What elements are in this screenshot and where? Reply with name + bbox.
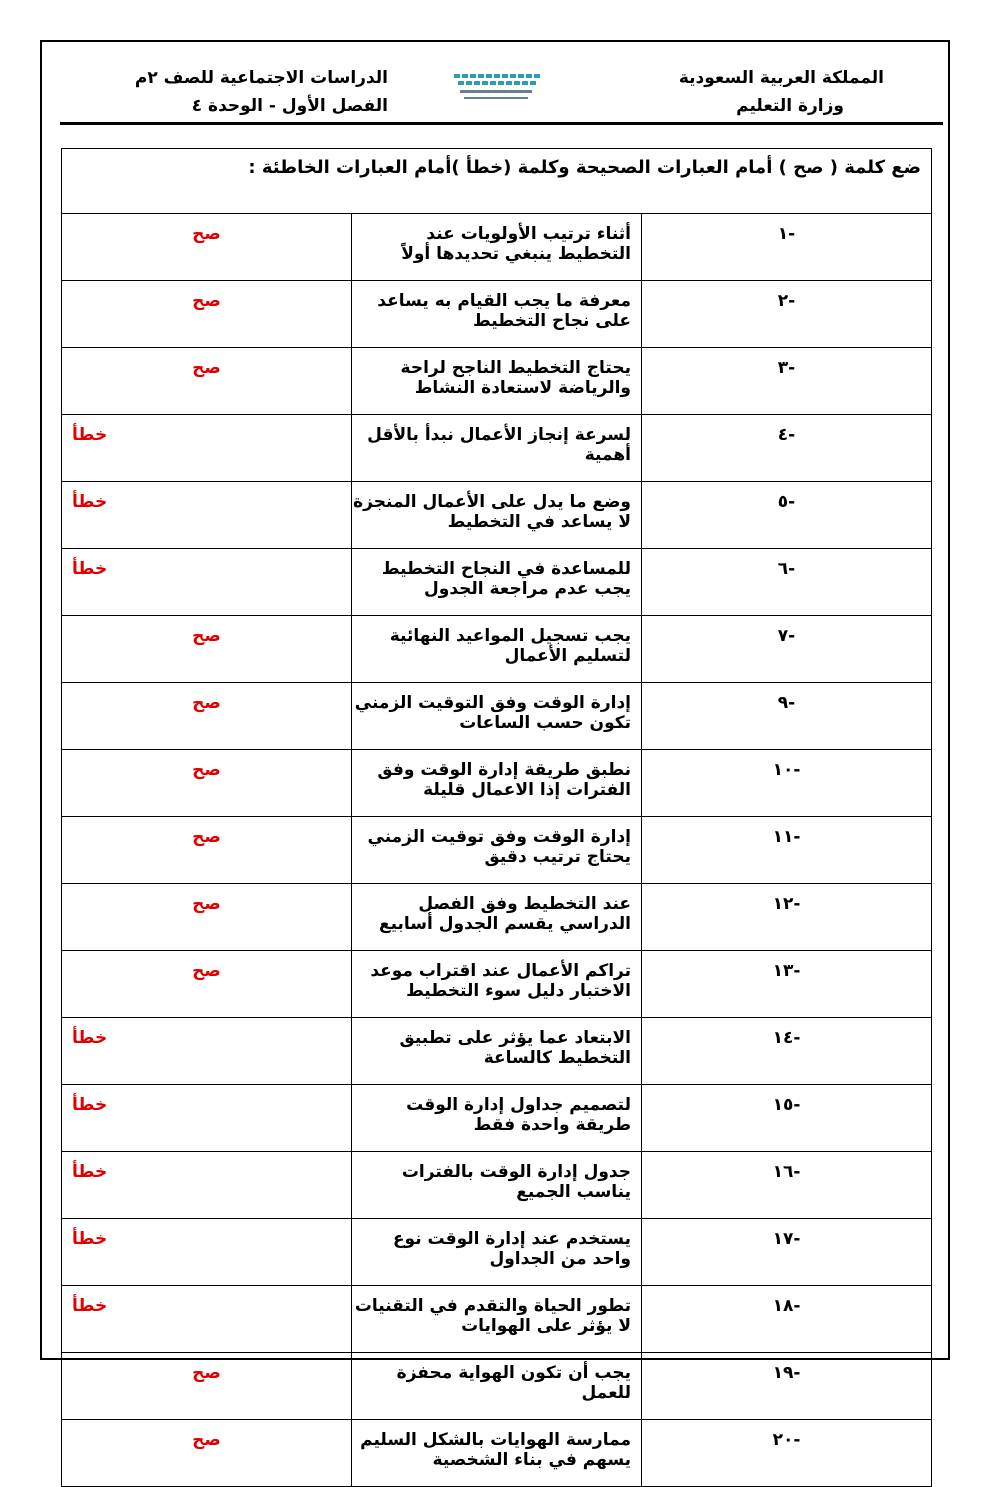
- item-number: -٢٠: [642, 1420, 932, 1487]
- item-statement: لسرعة إنجاز الأعمال نبدأ بالأقل أهمية: [352, 415, 642, 482]
- item-answer: صح: [62, 616, 352, 683]
- item-answer: صح: [62, 281, 352, 348]
- table-row: [62, 951, 932, 1018]
- item-statement: معرفة ما يجب القيام به يساعد على نجاح التخطيط: [352, 281, 642, 348]
- table-row: [62, 750, 932, 817]
- table-row: [62, 817, 932, 884]
- item-answer: خطأ: [62, 415, 352, 482]
- item-answer: خطأ: [62, 482, 352, 549]
- item-statement: يستخدم عند إدارة الوقت نوع واحد من الجداول: [352, 1219, 642, 1286]
- item-number: -١٧: [642, 1219, 932, 1286]
- item-number: -١٤: [642, 1018, 932, 1085]
- table-row: [62, 683, 932, 750]
- item-answer: صح: [62, 884, 352, 951]
- term-unit: الفصل الأول - الوحدة ٤: [191, 96, 388, 116]
- table-row: [62, 549, 932, 616]
- item-answer: خطأ: [62, 1085, 352, 1152]
- item-statement: إدارة الوقت وفق التوقيت الزمني تكون حسب الساعات: [352, 683, 642, 750]
- instructions: ضع كلمة ( صح ) أمام العبارات الصحيحة وكلمة (خطأ )أمام العبارات الخاطئة :: [62, 149, 932, 214]
- item-number: -٩: [642, 683, 932, 750]
- item-number: -١٦: [642, 1152, 932, 1219]
- item-number: -٣: [642, 348, 932, 415]
- item-answer: صح: [62, 951, 352, 1018]
- table-row: [62, 884, 932, 951]
- header-left: [88, 64, 388, 120]
- item-number: -١٠: [642, 750, 932, 817]
- table-row: [62, 281, 932, 348]
- item-statement: يجب أن تكون الهواية محفزة للعمل: [352, 1353, 642, 1420]
- table-row: [62, 1085, 932, 1152]
- item-number: -١: [642, 214, 932, 281]
- item-answer: صح: [62, 750, 352, 817]
- header-right: [624, 64, 884, 120]
- table-row: [62, 1286, 932, 1353]
- item-statement: إدارة الوقت وفق توقيت الزمني يحتاج ترتيب دقيق: [352, 817, 642, 884]
- header-divider: [60, 122, 943, 125]
- item-number: -١٥: [642, 1085, 932, 1152]
- item-number: -١٣: [642, 951, 932, 1018]
- item-statement: عند التخطيط وفق الفصل الدراسي يقسم الجدول أسابيع: [352, 884, 642, 951]
- item-statement: يحتاج التخطيط الناجح لراحة والرياضة لاستعادة النشاط: [352, 348, 642, 415]
- table-row: [62, 214, 932, 281]
- item-number: -٢: [642, 281, 932, 348]
- item-statement: تراكم الأعمال عند اقتراب موعد الاختبار دليل سوء التخطيط: [352, 951, 642, 1018]
- item-statement: أثناء ترتيب الأولويات عند التخطيط ينبغي تحديدها أولاً: [352, 214, 642, 281]
- item-number: -١٨: [642, 1286, 932, 1353]
- country-name: المملكة العربية السعودية: [678, 68, 884, 88]
- item-answer: صح: [62, 1353, 352, 1420]
- item-answer: خطأ: [62, 1286, 352, 1353]
- item-number: -٧: [642, 616, 932, 683]
- item-answer: صح: [62, 1420, 352, 1487]
- item-answer: خطأ: [62, 1152, 352, 1219]
- item-statement: يجب تسجيل المواعيد النهائية لتسليم الأعمال: [352, 616, 642, 683]
- item-answer: خطأ: [62, 549, 352, 616]
- item-number: -٦: [642, 549, 932, 616]
- table-row: [62, 1018, 932, 1085]
- item-answer: صح: [62, 683, 352, 750]
- item-answer: خطأ: [62, 1018, 352, 1085]
- item-number: -٥: [642, 482, 932, 549]
- item-answer: خطأ: [62, 1219, 352, 1286]
- table-row: [62, 1420, 932, 1487]
- true-false-table: [61, 148, 932, 1487]
- ministry-of-education-logo: [452, 70, 542, 114]
- item-statement: وضع ما يدل على الأعمال المنجزة لا يساعد في التخطيط: [352, 482, 642, 549]
- ministry-name: وزارة التعليم: [736, 96, 844, 116]
- table-row: [62, 1353, 932, 1420]
- table-row: [62, 348, 932, 415]
- item-answer: صح: [62, 817, 352, 884]
- item-answer: صح: [62, 214, 352, 281]
- table-row: [62, 616, 932, 683]
- item-statement: للمساعدة في النجاح التخطيط يجب عدم مراجعة الجدول: [352, 549, 642, 616]
- item-number: -١٩: [642, 1353, 932, 1420]
- item-statement: نطبق طريقة إدارة الوقت وفق الفترات إذا الاعمال قليلة: [352, 750, 642, 817]
- item-statement: ممارسة الهوايات بالشكل السليم يسهم في بناء الشخصية: [352, 1420, 642, 1487]
- item-statement: جدول إدارة الوقت بالفترات يناسب الجميع: [352, 1152, 642, 1219]
- table-row: [62, 1219, 932, 1286]
- item-number: -١١: [642, 817, 932, 884]
- table-row: [62, 415, 932, 482]
- item-number: -٤: [642, 415, 932, 482]
- table-row: [62, 1152, 932, 1219]
- item-statement: لتصميم جداول إدارة الوقت طريقة واحدة فقط: [352, 1085, 642, 1152]
- item-statement: تطور الحياة والتقدم في التقنيات لا يؤثر على الهوايات: [352, 1286, 642, 1353]
- table-row: [62, 482, 932, 549]
- item-answer: صح: [62, 348, 352, 415]
- item-statement: الابتعاد عما يؤثر على تطبيق التخطيط كالساعة: [352, 1018, 642, 1085]
- item-number: -١٢: [642, 884, 932, 951]
- subject-title: الدراسات الاجتماعية للصف ٢م: [134, 68, 388, 88]
